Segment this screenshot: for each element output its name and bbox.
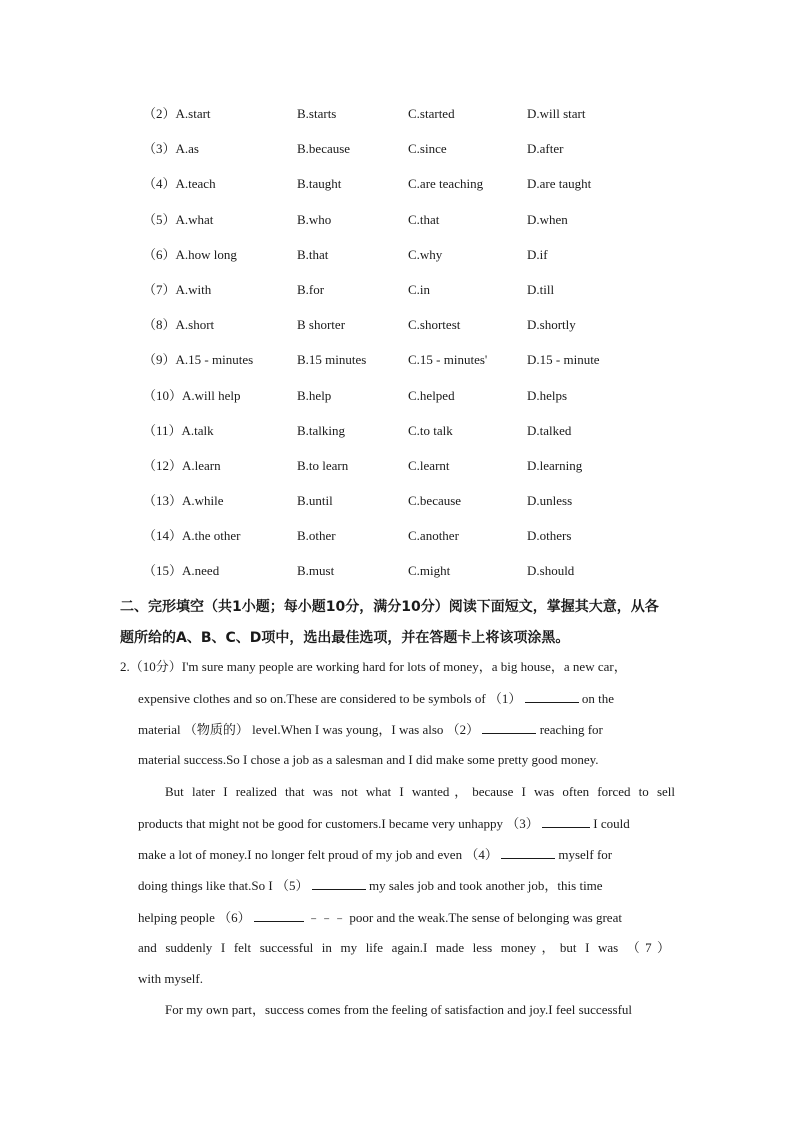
answer-blank-5[interactable] (312, 875, 366, 890)
option-b: B.that (297, 246, 329, 262)
option-d: D.talked (527, 422, 572, 438)
option-c: C.might (408, 563, 451, 579)
passage-line: material success.So I chose a job as a salesman and I did make some pretty good money. (138, 752, 599, 767)
option-a: （14）A.the other (143, 528, 241, 544)
option-c: C.helped (408, 387, 455, 403)
option-b: B shorter (297, 317, 346, 333)
section-heading-line: 题所给的A、B、C、D项中，选出最佳选项，并在答题卡上将该项涂黑。 (120, 630, 570, 646)
option-c: C.another (408, 528, 459, 544)
option-b: B.because (297, 141, 351, 157)
answer-blank-6[interactable] (254, 907, 304, 922)
option-c: C.in (408, 281, 431, 297)
option-d: D.will start (527, 106, 586, 121)
option-a: （13）A.while (143, 493, 224, 509)
passage-line: helping people （6） ﹣﹣﹣ poor and the weak.The sense of belonging was great (138, 907, 675, 928)
answer-blank-4[interactable] (501, 844, 555, 859)
answer-blank-2[interactable] (482, 719, 536, 734)
option-a: （8）A.short (143, 317, 215, 333)
option-b: B.help (297, 387, 332, 403)
option-c: C.are teaching (408, 176, 484, 192)
option-c: C.to talk (408, 422, 453, 438)
option-c: C.why (408, 246, 443, 262)
option-b: B.until (297, 493, 333, 509)
option-a: （4）A.teach (143, 176, 216, 192)
option-a: （9）A.15 - minutes (143, 352, 254, 368)
answer-blank-1[interactable] (525, 688, 579, 703)
option-a: （10）A.will help (143, 387, 241, 403)
option-a: （7）A.with (143, 281, 212, 297)
option-b: B.must (297, 563, 335, 579)
option-a: （12）A.learn (143, 457, 221, 473)
passage-line: make a lot of money.I no longer felt proud of my job and even （4） myself for (138, 844, 675, 865)
option-d: D.shortly (527, 317, 576, 333)
passage-line: material （物质的） level.When I was young，I was also （2） reaching for (138, 719, 675, 740)
option-c: C.that (408, 211, 440, 227)
passage-line: For my own part，success comes from the feeling of satisfaction and joy.I feel successful (165, 1002, 633, 1017)
section-heading-line: 二、完形填空（共1小题；每小题10分，满分10分）阅读下面短文，掌握其大意，从各 (120, 599, 659, 615)
passage-line: 2.（10分）I'm sure many people are working hard for lots of money，a big house，a new car， (120, 659, 627, 674)
option-d: D.till (527, 281, 555, 297)
option-c: C.learnt (408, 457, 450, 473)
passage-line: But later I realized that was not what I wanted，because I was often forced to sell (165, 784, 675, 799)
option-d: D.others (527, 528, 572, 544)
option-a: （5）A.what (143, 211, 214, 227)
option-b: B.other (297, 528, 336, 544)
option-d: D.unless (527, 493, 573, 509)
option-d: D.are taught (527, 176, 592, 192)
option-c: C.15 - minutes' (408, 352, 488, 368)
option-a: （15）A.need (143, 563, 220, 579)
option-c: C.shortest (408, 317, 461, 333)
option-b: B.taught (297, 176, 342, 192)
option-b: B.to learn (297, 457, 349, 473)
option-d: D.if (527, 246, 548, 262)
passage-line: and suddenly I felt successful in my life again.I made less money，but I was （7） (138, 940, 670, 955)
option-c: C.because (408, 493, 462, 509)
passage-line: with myself. (138, 971, 203, 986)
option-b: B.talking (297, 422, 346, 438)
option-d: D.learning (527, 457, 583, 473)
answer-blank-3[interactable] (542, 813, 590, 828)
option-c: C.since (408, 141, 447, 157)
option-a: （3）A.as (143, 141, 199, 157)
option-c: C.started (408, 106, 455, 121)
option-b: B.who (297, 211, 332, 227)
passage-line: products that might not be good for customers.I became very unhappy （3） I could (138, 813, 675, 834)
option-d: D.when (527, 211, 568, 227)
option-b: B.starts (297, 106, 337, 121)
option-a: （2）A.start (143, 106, 211, 121)
option-d: D.should (527, 563, 575, 579)
passage-line: doing things like that.So I （5） my sales job and took another job，this time (138, 875, 675, 896)
option-d: D.15 - minute (527, 352, 600, 368)
option-a: （6）A.how long (143, 246, 237, 262)
option-b: B.for (297, 281, 325, 297)
question-number: 2.（10分） (120, 659, 182, 674)
passage-line: expensive clothes and so on.These are considered to be symbols of （1） on the (138, 688, 675, 709)
option-a: （11）A.talk (143, 422, 214, 438)
option-b: B.15 minutes (297, 352, 367, 368)
section-heading (120, 592, 690, 654)
option-d: D.after (527, 141, 564, 157)
option-d: D.helps (527, 387, 568, 403)
